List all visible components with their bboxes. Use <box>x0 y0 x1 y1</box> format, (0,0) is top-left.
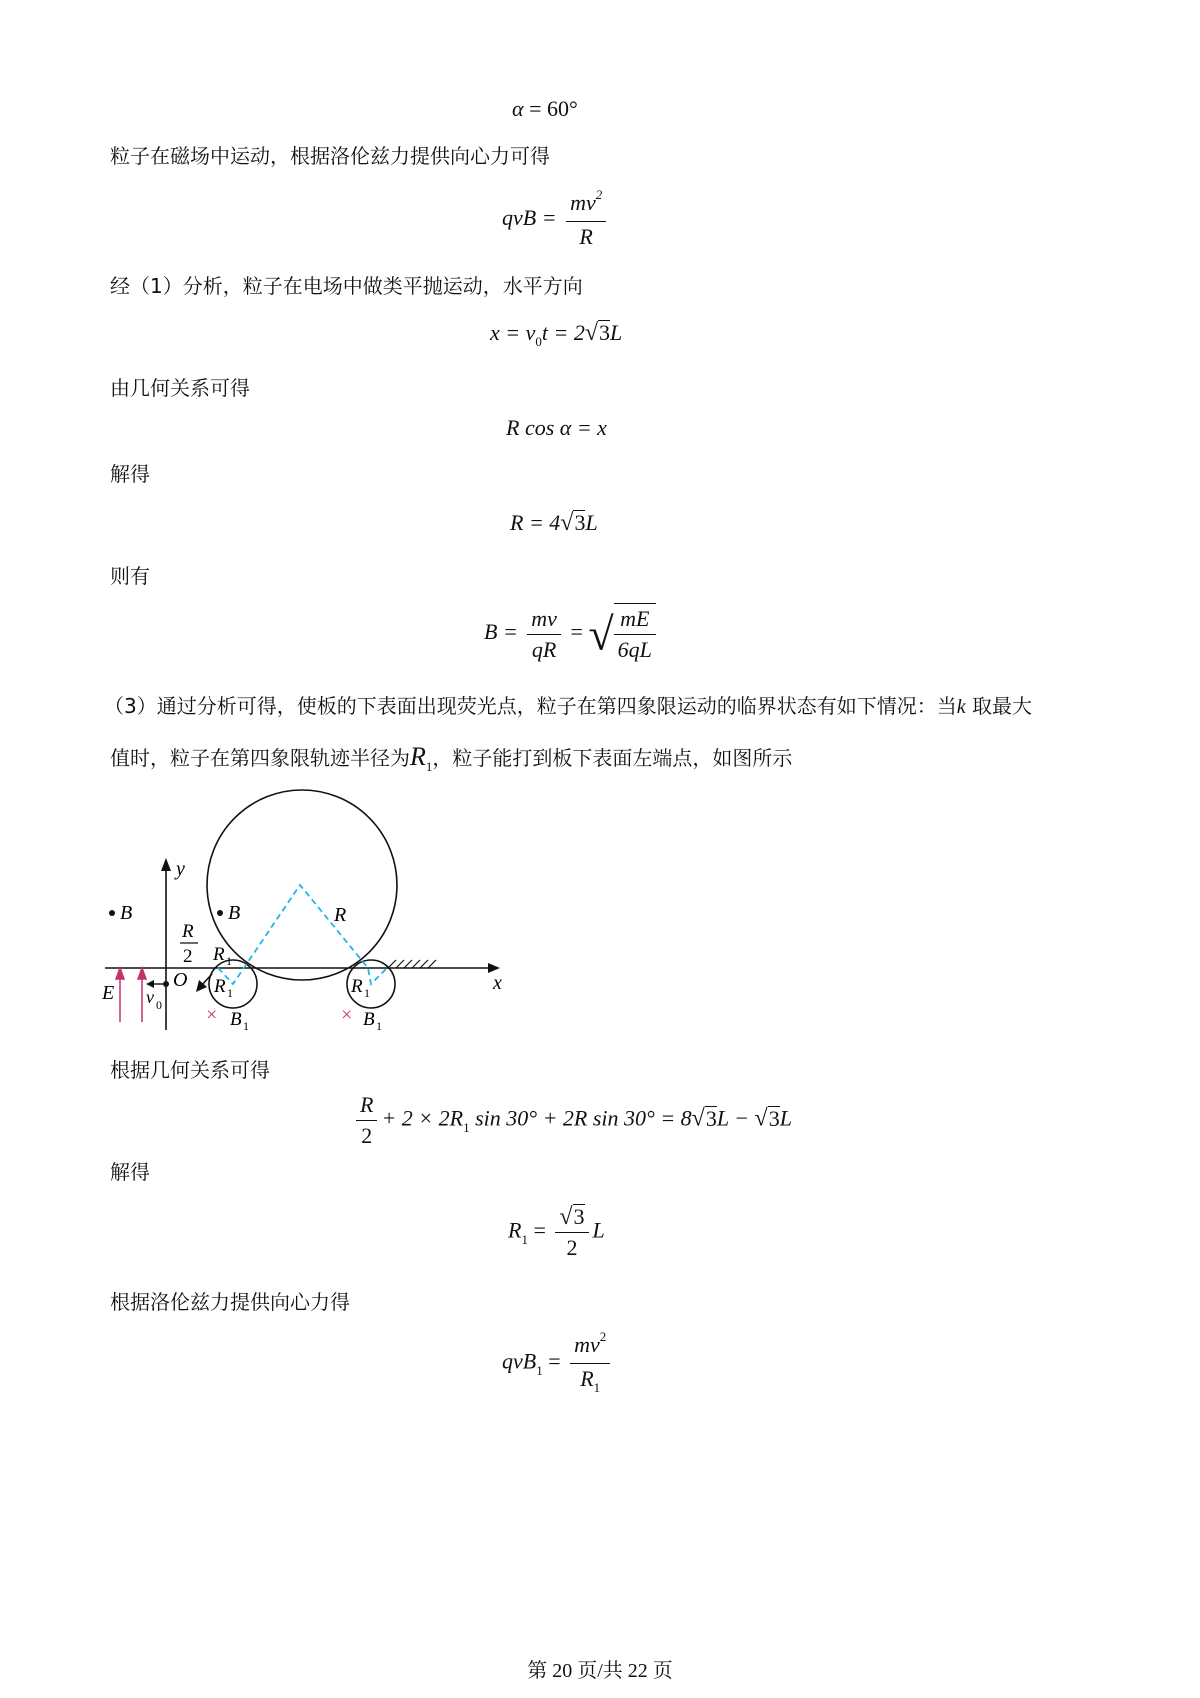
alpha-symbol: α <box>512 96 524 121</box>
trajectory-figure <box>100 785 520 1045</box>
eq9-sup: 2 <box>599 1329 607 1344</box>
eq6-frac2 <box>614 603 656 665</box>
plate-hatching <box>388 960 436 968</box>
label-O: O <box>173 969 188 991</box>
eq3-sub: 0 <box>535 334 542 349</box>
dashed-geometry-path <box>218 885 387 984</box>
large-trajectory-circle <box>207 790 397 980</box>
paragraph-part3-line2 <box>110 742 792 772</box>
part3-text-b: 取最大 <box>971 694 1032 718</box>
label-R1-top-sub: 1 <box>226 954 232 968</box>
paragraph-lorentz-2: 根据洛伦兹力提供向心力得 <box>110 1290 350 1314</box>
eq8-num: 3 <box>573 1204 585 1229</box>
eq9-lhs: qvB <box>502 1348 537 1374</box>
eq9-numerator <box>570 1330 610 1364</box>
sqrt-sign: √ <box>691 1105 705 1132</box>
b-dot-left <box>109 910 115 916</box>
eq3-d: L <box>610 320 623 345</box>
eq2-lhs: qvB = <box>502 205 557 231</box>
eq8-numerator <box>555 1202 588 1233</box>
label-B-inside: B <box>228 902 241 924</box>
paragraph-geometry: 由几何关系可得 <box>110 376 250 400</box>
label-B-left: B <box>120 902 133 924</box>
page-footer: 第 20 页/共 22 页 <box>527 1660 673 1682</box>
paragraph-solve-1: 解得 <box>110 462 150 486</box>
eq6-mid: = <box>570 619 583 645</box>
eq8-eq: = <box>533 1217 546 1243</box>
label-R1-right-sub: 1 <box>364 986 370 1000</box>
label-R-big: R <box>334 904 347 926</box>
label-B1-left-sub: 1 <box>243 1019 249 1033</box>
part3-text-a: （3）通过分析可得，使板的下表面出现荧光点，粒子在第四象限运动的临界状态有如下情况：当 <box>104 694 957 718</box>
sqrt-sign: √ <box>559 1204 573 1230</box>
eq9-num: mv <box>574 1332 600 1357</box>
eq2-fraction <box>566 188 606 252</box>
eq7-radicand1: 3 <box>705 1105 717 1131</box>
label-B1-right-sub: 1 <box>376 1019 382 1033</box>
y-axis-arrow <box>161 858 171 871</box>
label-half-den: 2 <box>183 946 193 967</box>
eq5-a: R = 4 <box>510 510 561 535</box>
equation-x <box>490 320 622 347</box>
sqrt-sign: √ <box>584 320 599 346</box>
eq3-a: x = v <box>490 320 536 345</box>
equation-alpha <box>512 96 578 122</box>
eq3-radicand: 3 <box>599 320 611 345</box>
eq6-den1: qR <box>531 636 557 662</box>
label-B1-right: B <box>363 1009 375 1030</box>
paragraph-solve-2: 解得 <box>110 1160 150 1184</box>
eq7-f: L <box>779 1105 792 1131</box>
eq7-num: R <box>356 1090 377 1121</box>
equation-lorentz <box>502 188 610 252</box>
k-symbol: k <box>956 696 966 718</box>
equation-geometry <box>352 1090 792 1151</box>
sqrt-sign: √ <box>588 608 614 660</box>
label-R1-left-sub: 1 <box>227 986 233 1000</box>
label-R1-right: R <box>351 976 363 997</box>
label-R1-top: R <box>213 944 225 965</box>
part3-text-d: ，粒子能打到板下表面左端点，如图所示 <box>432 746 793 770</box>
eq7-radicand2: 3 <box>768 1105 780 1131</box>
eq7-sub: 1 <box>463 1119 470 1135</box>
eq8-sub: 1 <box>521 1231 528 1247</box>
sqrt-sign: √ <box>560 510 574 536</box>
paragraph-magnetic: 粒子在磁场中运动，根据洛伦兹力提供向心力可得 <box>110 144 550 168</box>
R1-symbol: R <box>410 742 426 771</box>
eq2-numerator <box>566 188 606 222</box>
label-v: v <box>146 987 154 1007</box>
origin-dot <box>163 981 169 987</box>
electric-field-arrows <box>116 968 146 1022</box>
eq6-num1: mv <box>527 604 561 635</box>
sqrt-sign: √ <box>754 1105 768 1132</box>
eq8-lhs: R <box>508 1217 522 1243</box>
label-half-num: R <box>182 921 194 942</box>
cross-left: × <box>206 1004 218 1026</box>
part3-text-c: 值时，粒子在第四象限轨迹半径为 <box>110 746 410 770</box>
paragraph-geometry-2: 根据几何关系可得 <box>110 1058 270 1082</box>
eq3-b: t = 2 <box>541 320 585 345</box>
eq9-denominator <box>570 1364 610 1397</box>
eq8-den: 2 <box>566 1235 578 1260</box>
eq7-d: L − <box>716 1105 750 1131</box>
eq7-a: + 2 × 2R <box>381 1105 464 1131</box>
equation-R <box>510 510 598 537</box>
paragraph-analysis: 经（1）分析，粒子在电场中做类平抛运动，水平方向 <box>110 274 583 298</box>
b-dot-inside <box>217 910 223 916</box>
label-x: x <box>493 972 502 994</box>
eq9-sub: 1 <box>536 1362 543 1378</box>
label-B1-left: B <box>230 1009 242 1030</box>
eq2-num: mv <box>570 190 596 215</box>
eq7-frac <box>356 1090 377 1151</box>
label-E: E <box>102 982 115 1004</box>
R1-sub: 1 <box>425 759 433 774</box>
eq6-frac1 <box>527 604 561 665</box>
eq8-rhs: L <box>592 1217 605 1243</box>
eq8-frac <box>555 1202 588 1263</box>
eq9-densub: 1 <box>593 1380 601 1395</box>
eq6-lhs: B = <box>484 619 518 645</box>
eq9-den: R <box>580 1366 594 1391</box>
eq6-den2: 6qL <box>617 637 652 662</box>
eq5-d: L <box>585 510 598 535</box>
eq2-den: R <box>579 224 593 249</box>
cross-right: × <box>341 1004 353 1026</box>
equation-R1 <box>508 1202 605 1263</box>
label-R1-left: R <box>214 976 226 997</box>
eq6-num2: mE <box>614 604 656 635</box>
paragraph-part3-line1 <box>104 690 1032 719</box>
eq2-sup: 2 <box>595 187 603 202</box>
eq7-den: 2 <box>361 1123 373 1148</box>
eq9-frac <box>570 1330 610 1397</box>
equation-lorentz-2 <box>502 1330 614 1397</box>
eq7-b: sin 30° + 2R sin 30° = 8 <box>475 1105 692 1131</box>
label-y: y <box>176 858 185 880</box>
equation-rcos: R cos α = x <box>506 415 607 440</box>
eq9-eq: = <box>548 1348 561 1374</box>
label-v-sub: 0 <box>156 998 162 1012</box>
alpha-value: = 60° <box>529 96 578 121</box>
eq5-radicand: 3 <box>574 510 586 535</box>
equation-B <box>484 603 660 665</box>
paragraph-then: 则有 <box>110 564 150 588</box>
